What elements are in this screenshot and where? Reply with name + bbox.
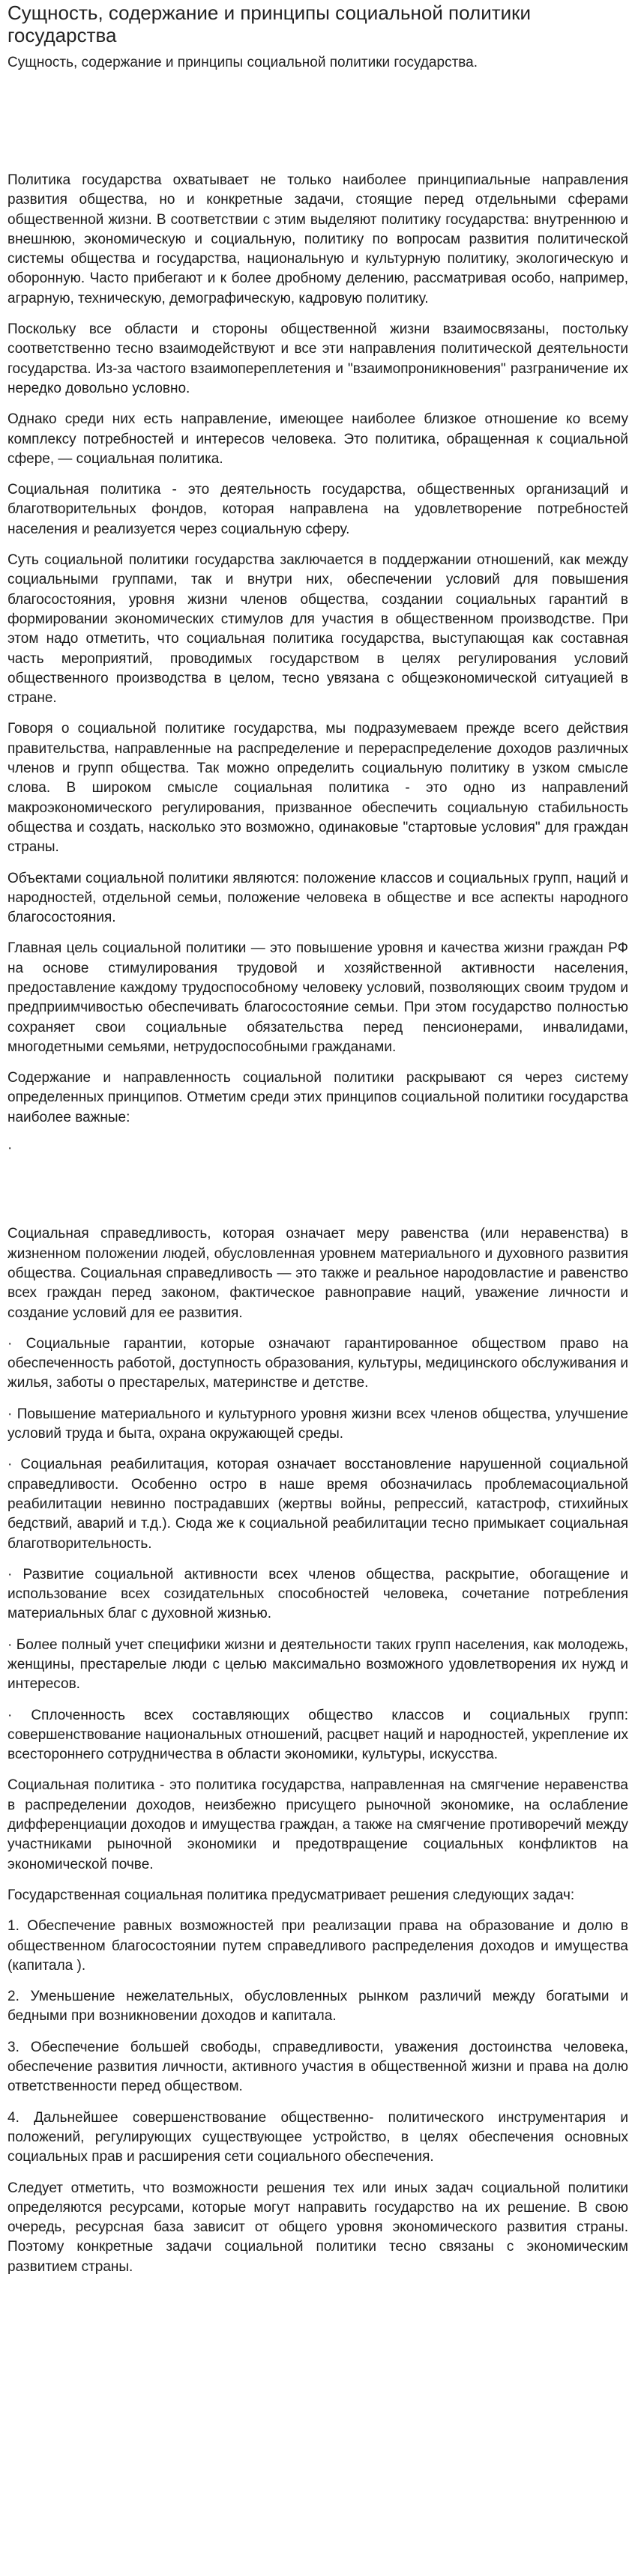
paragraph-principles-intro: Содержание и направленность социальной политики раскрывают ся через систему определенных принципов. Отметим среди этих принципов социальной политики государства наиболее важные: — [7, 1070, 628, 1125]
article-body — [7, 171, 628, 2288]
page-title: Сущность, содержание и принципы социальной политики государства — [7, 1, 532, 46]
task-item-4: 4. Дальнейшее совершенствование общественно- политического инструментария и положений, регулирующих существующее устройство, в целях обеспечения основных социальных прав и расширения сети социального обеспечения. — [7, 2109, 628, 2165]
list-item-living-standards: · Повышение материального и культурного уровня жизни всех членов общества, улучшение условий труда и быта, охрана окружающей среды. — [7, 1406, 628, 1442]
task-item-1: 1. Обеспечение равных возможностей при реализации права на образование и долю в общественном благосостоянии путем справедливого распределения доходов и имущества (капитала ). — [7, 1918, 628, 1974]
task-item-3: 3. Обеспечение большей свободы, справедливости, уважения достоинства человека, обеспечение развития личности, активного участия в общественной жизни и права на долю ответственности перед обществом. — [7, 2039, 628, 2095]
paragraph-social-justice: Социальная справедливость, которая означает меру равенства (или неравенства) в жизненном положении людей, обусловленная уровнем материального и духовного развития общества. Социальная справедливость — это также и реальное народовластие и равенство всех граждан перед законом, фактическое равноправие наций, уважение личности и создание условий для ее развития. — [7, 1226, 628, 1321]
page-subtitle: Сущность, содержание и принципы социальной политики государства. — [7, 55, 478, 70]
paragraph-main-goal: Главная цель социальной политики — это повышение уровня и качества жизни граждан РФ на основе стимулирования трудовой и хозяйственной активности населения, предоставление каждому трудоспособному человеку условий, позволяющих своим трудом и предприимчивостью обеспечивать благосостояние семьи. При этом государство полностью сохраняет свои социальные обязательства перед пенсионерами, инвалидами, многодетными семьями, нетрудоспособными гражданами. — [7, 940, 628, 1055]
list-item-social-activity: · Развитие социальной активности всех членов общества, раскрытие, обогащение и использование всех созидательных способностей человека, сочетание потребления материальных благ с духовной жизнью. — [7, 1566, 628, 1622]
list-item-cohesion: · Сплоченность всех составляющих общество классов и социальных групп: совершенствование национальных отношений, расцвет наций и народностей, укрепление их всестороннего сотрудничества в области экономики, культуры, искусства. — [7, 1707, 628, 1763]
bullet-marker: · — [7, 1140, 13, 1157]
paragraph-conclusion: Следует отметить, что возможности решения тех или иных задач социальной политики определяются ресурсами, которые могут направить государство на их решение. В свою очередь, ресурсная база зависит от общего уровня экономического развития страны. Поэтому конкретные задачи социальной политики тесно связаны с экономическим развитием страны. — [7, 2180, 628, 2275]
paragraph-social-policy-intro: Однако среди них есть направление, имеющее наиболее близкое отношение ко всему комплексу потребностей и интересов человека. Это политика, обращенная к социальной сфере, — социальная политика. — [7, 411, 628, 467]
paragraph-narrow-broad-sense: Говоря о социальной политике государства, мы подразумеваем прежде всего действия правительства, направленные на распределение и перераспределение доходов различных членов и групп общества. Так можно определить социальную политику в узком смысле слова. В широком смысле социальная политика - это одно из направлений макроэкономического регулирования, призванное обеспечить социальную стабильность общества и создать, насколько это возможно, одинаковые "стартовые условия" для граждан страны. — [7, 721, 628, 856]
paragraph-tasks-intro: Государственная социальная политика предусматривает решения следующих задач: — [7, 1887, 575, 1903]
paragraph-interrelation: Поскольку все области и стороны общественной жизни взаимосвязаны, постольку соответственно тесно взаимодействуют и все эти направления политической деятельности государства. Из-за частого взаимопереплетения и "взаимопроникновения" разграничение их нередко довольно условно. — [7, 321, 628, 396]
paragraph-politics-directions: Политика государства охватывает не только наиболее принципиальные направления развития общества, но и конкретные задачи, стоящие перед отдельными сферами общественной жизни. В соответствии с этим выделяют политику государства: внутреннюю и внешнюю, экономическую и социальную, политику по вопросам развития политической системы общества и государства, национальную и культурную политику, экологическую и оборонную. Часто прибегают и к более дробному делению, рассматривая особо, например, аграрную, техническую, демографическую, кадровую политику. — [7, 172, 628, 306]
paragraph-objects: Объектами социальной политики являются: положение классов и социальных групп, наций и народностей, отдельной семьи, положение человека в обществе и все аспекты народного благосостояния. — [7, 870, 628, 926]
paragraph-definition: Социальная политика - это деятельность государства, общественных организаций и благотворительных фондов, которая направлена на удовлетворение потребностей населения и реализуется через социальную сферу. — [7, 482, 628, 537]
list-item-groups: · Более полный учет специфики жизни и деятельности таких групп населения, как молодежь, женщины, престарелые люди с целью максимально возможного удовлетворения их нужд и интересов. — [7, 1636, 628, 1693]
list-item-social-guarantees: · Социальные гарантии, которые означают гарантированное обществом право на обеспеченность работой, доступность образования, культуры, медицинского обслуживания и жилья, заботы о престарелых, материнстве и детстве. — [7, 1335, 628, 1391]
paragraph-essence: Суть социальной политики государства заключается в поддержании отношений, как между социальными группами, так и внутри них, обеспечении условий для повышения благосостояния, уровня жизни членов общества, создании социальных гарантий в формировании экономических стимулов для участия в общественном производстве. При этом надо отметить, что социальная политика государства, выступающая как составная часть мероприятий, проводимых государством в целях регулирования условий общественного производства в целом, тесно увязана с общеэкономической ситуацией в стране. — [7, 552, 628, 707]
task-item-2: 2. Уменьшение нежелательных, обусловленных рынком различий между богатыми и бедными при возникновении доходов и капитала. — [7, 1989, 628, 2025]
paragraph-inequality: Социальная политика - это политика государства, направленная на смягчение неравенства в распределении доходов, неизбежно присущего рыночной экономике, на ослабление дифференциации доходов и имущества граждан, а также на смягчение противоречий между участниками рыночной экономики и предотвращение социальных конфликтов на экономической почве. — [7, 1777, 628, 1872]
list-item-rehabilitation: · Социальная реабилитация, которая означает восстановление нарушенной социальной справедливости. Особенно остро в наше время обозначилась проблемасоциальной реабилитации невинно пострадавших (жертвы войны, репрессий, катастроф, стихийных бедствий, аварий и т.д.). Сюда же к социальной реабилитации тесно примыкает социальная благотворительность. — [7, 1457, 628, 1552]
